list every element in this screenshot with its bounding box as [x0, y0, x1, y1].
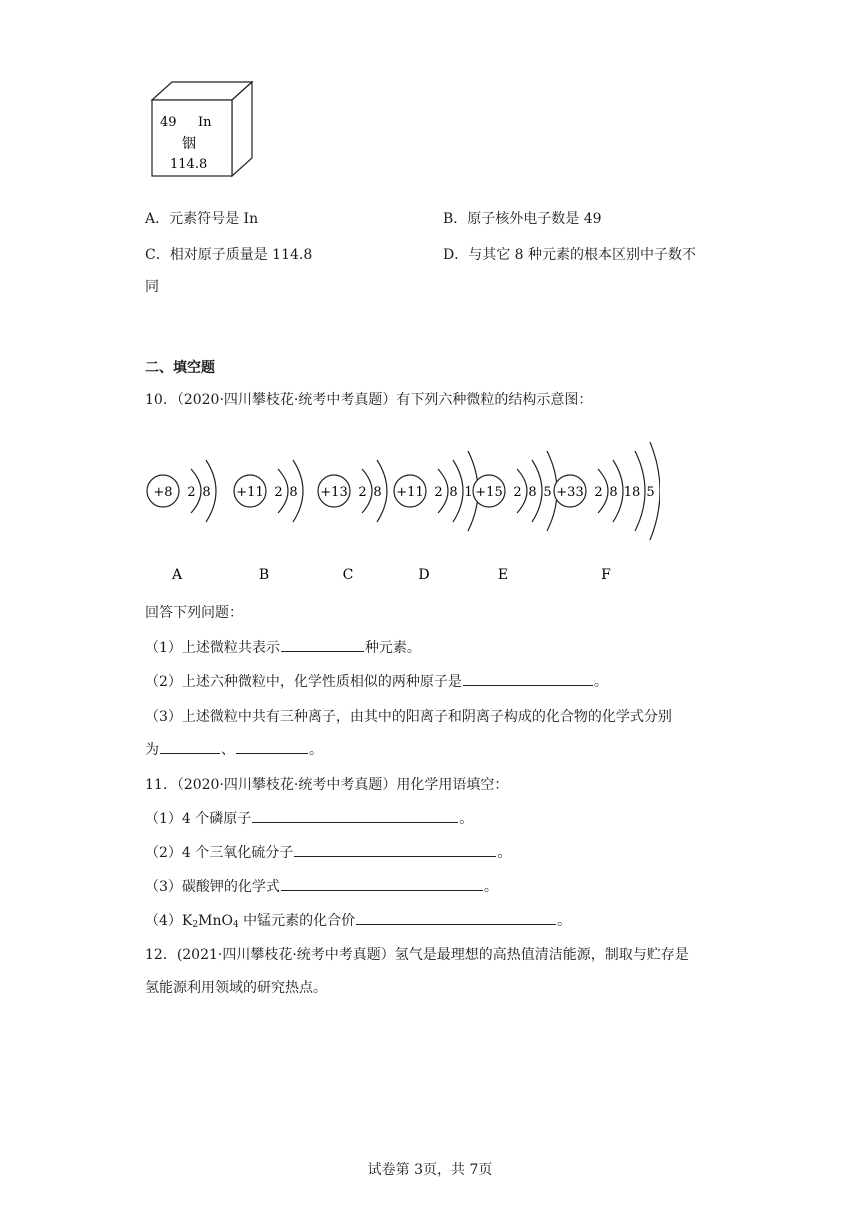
answer-blank[interactable] — [463, 671, 593, 686]
q11-sub1: （1）4 个磷原子 。 — [145, 808, 473, 828]
shell-electron-count: 8 — [609, 485, 618, 500]
shell-electron-count: 2 — [434, 485, 443, 500]
q12-line1: 12．(2021·四川攀枝花·统考中考真题）氢气是最理想的高热值清洁能源，制取与贮存是 — [145, 947, 689, 963]
answer-blank[interactable] — [236, 739, 308, 754]
answer-blank[interactable] — [252, 808, 458, 823]
element-number: 49 — [160, 115, 177, 130]
particle-diagram — [554, 442, 660, 583]
particle-label: D — [418, 567, 430, 583]
particle-diagram — [473, 451, 557, 583]
particle-label: A — [171, 567, 183, 583]
particle-label: E — [497, 567, 509, 583]
page-footer: 试卷第 3页，共 7页 — [367, 1162, 493, 1178]
nucleus-charge: +15 — [475, 485, 503, 500]
element-card — [148, 80, 266, 180]
answer-blank[interactable] — [356, 910, 556, 925]
option-c: C．相对原子质量是 114.8 — [145, 247, 313, 263]
option-a: A．元素符号是 In — [145, 211, 259, 227]
shell-electron-count: 2 — [358, 485, 367, 500]
shell-electron-count: 8 — [449, 485, 458, 500]
shell-electron-count: 2 — [513, 485, 522, 500]
q10-prompt: 回答下列问题： — [145, 605, 243, 621]
q10-sub1: （1）上述微粒共表示 种元素。 — [145, 637, 421, 657]
particle-label: C — [342, 567, 354, 583]
particle-label: F — [601, 567, 611, 583]
nucleus-charge: +11 — [236, 485, 264, 500]
q10-sub3-line2: 为 、 。 — [145, 739, 323, 759]
q11-sub4: $(4)K_2MnO_4$ 中锰元素的化合价 。 — [145, 910, 571, 930]
q11-sub2: （2）4 个三氧化硫分子 。 — [145, 842, 511, 862]
nucleus-charge: +33 — [556, 485, 584, 500]
element-mass: 114.8 — [170, 157, 208, 172]
nucleus-charge: +11 — [396, 485, 424, 500]
shell-electron-count: 2 — [187, 485, 196, 500]
answer-blank[interactable] — [294, 842, 496, 857]
shell-electron-count: 18 — [623, 485, 641, 500]
option-d-line2: 同 — [145, 279, 159, 295]
shell-electron-count: 8 — [202, 485, 211, 500]
shell-electron-count: 5 — [646, 485, 655, 500]
q11-stem: 11．（2020·四川攀枝花·统考中考真题）用化学用语填空： — [145, 777, 509, 793]
section-title: 二、填空题 — [145, 360, 215, 376]
shell-electron-count: 1 — [464, 485, 473, 500]
q10-sub2: （2）上述六种微粒中，化学性质相似的两种原子是 。 — [145, 671, 608, 691]
answer-blank[interactable] — [160, 739, 220, 754]
shell-electron-count: 2 — [594, 485, 603, 500]
answer-blank[interactable] — [281, 876, 483, 891]
particle-diagram — [147, 460, 216, 583]
element-symbol: In — [198, 115, 212, 130]
nucleus-charge: +8 — [153, 485, 173, 500]
nucleus-charge: +13 — [320, 485, 348, 500]
shell-electron-count: 8 — [528, 485, 537, 500]
shell-electron-count: 2 — [274, 485, 283, 500]
particle-label: B — [258, 567, 270, 583]
option-d-line1: D．与其它 8 种元素的根本区别中子数不 — [443, 247, 697, 263]
particle-diagram — [318, 460, 387, 583]
atomic-structure-diagrams — [140, 420, 660, 590]
option-b: B．原子核外电子数是 49 — [443, 211, 602, 227]
shell-electron-count: 8 — [289, 485, 298, 500]
q12-line2: 氢能源利用领域的研究热点。 — [145, 980, 327, 996]
q10-stem: 10．（2020·四川攀枝花·统考中考真题）有下列六种微粒的结构示意图： — [145, 392, 593, 408]
particle-diagram — [234, 460, 303, 583]
q10-sub3-line1: （3）上述微粒中共有三种离子，由其中的阳离子和阴离子构成的化合物的化学式分别 — [145, 709, 672, 725]
answer-blank[interactable] — [281, 637, 364, 652]
shell-electron-count: 8 — [373, 485, 382, 500]
q11-sub3: （3）碳酸钾的化学式 。 — [145, 876, 498, 896]
element-name: 铟 — [182, 136, 196, 152]
shell-electron-count: 5 — [543, 485, 552, 500]
particle-diagram — [394, 451, 478, 583]
